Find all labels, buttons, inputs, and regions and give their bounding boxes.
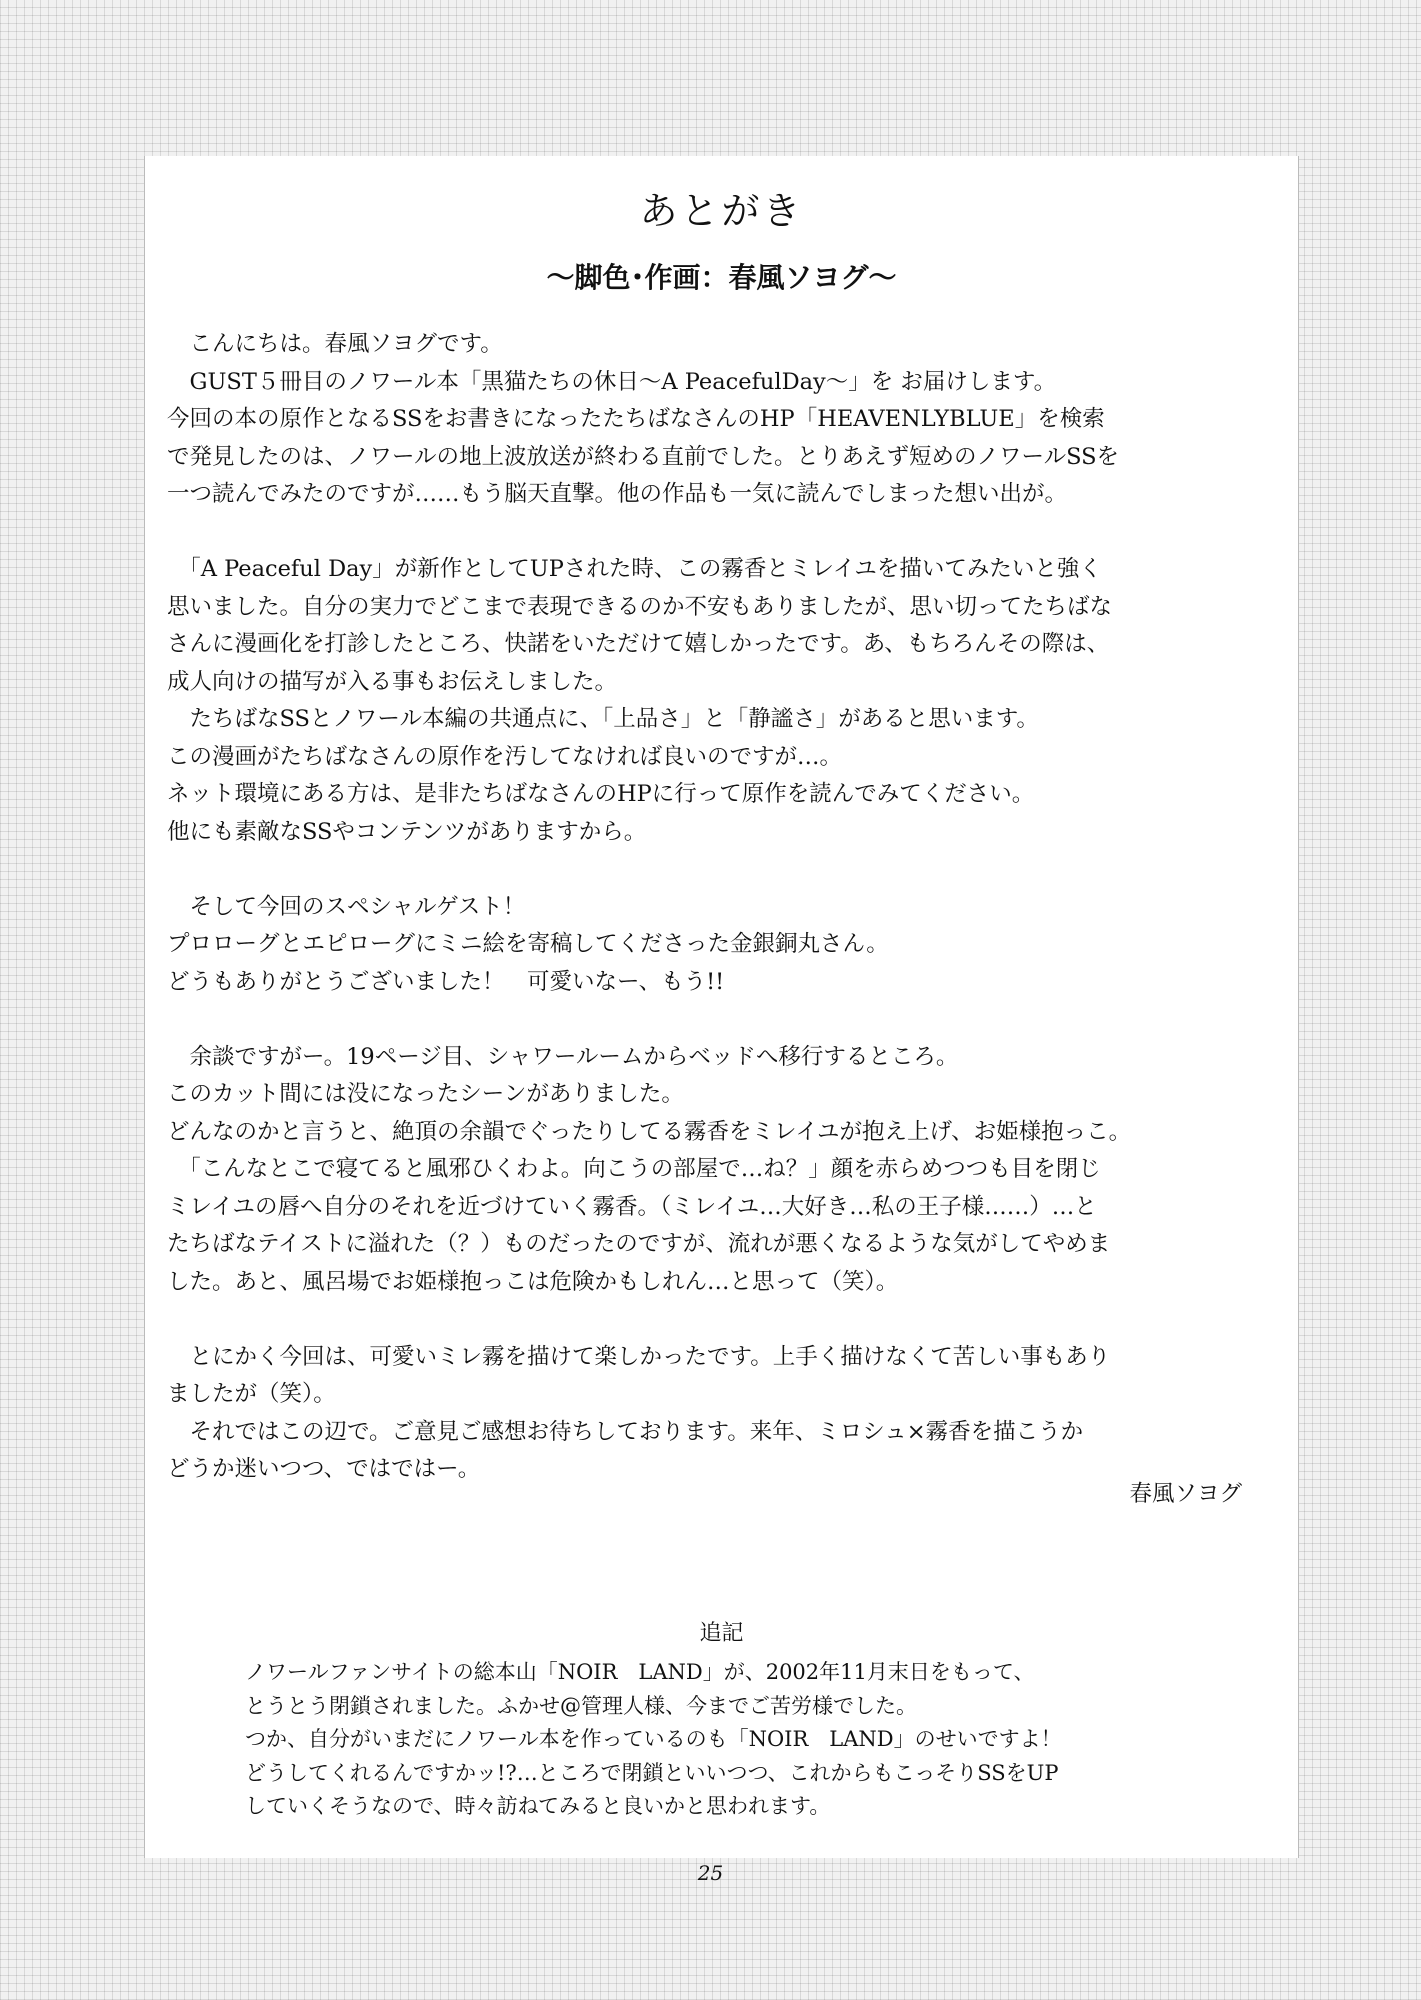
body-line: このカット間には没になったシーンがありました。: [167, 1081, 684, 1107]
body-line: した。あと、風呂場でお姫様抱っこは危険かもしれん…と思って（笑）。: [167, 1268, 899, 1295]
body-line: 成人向けの描写が入る事もお伝えしました。: [167, 668, 618, 695]
body-line: で発見したのは、ノワールの地上波放送が終わる直前でした。とりあえず短めのノワールSSを: [167, 443, 1120, 470]
body-line: たちばなテイストに溢れた（？）ものだったのですが、流れが悪くなるような気がしてやめま: [167, 1231, 1111, 1257]
body-line: どうか迷いつつ、ではではー。: [167, 1456, 481, 1482]
body-line: [167, 1301, 1287, 1339]
body-line: [167, 514, 1287, 552]
body-line: [167, 851, 1287, 889]
page-title: あとがき: [639, 189, 804, 233]
postscript-heading: 追記: [699, 1621, 744, 1646]
postscript-line: とうとう閉鎖されました。ふかせ@管理人様、今までご苦労様でした。: [245, 1693, 917, 1718]
body-line: GUST５冊目のノワール本「黒猫たちの休日〜A PeacefulDay〜」を お届けします。: [167, 368, 1057, 395]
body-line: たちばなSSとノワール本編の共通点に、「上品さ」と「静謐さ」があると思います。: [167, 706, 1039, 732]
body-line: それではこの辺で。ご意見ご感想お待ちしております。来年、ミロシュ×霧香を描こうか: [167, 1418, 1084, 1445]
body-line: ましたが（笑）。: [167, 1381, 336, 1407]
body-line: どんなのかと言うと、絶頂の余韻でぐったりしてる霧香をミレイユが抱え上げ、お姫様抱っこ。: [167, 1118, 1132, 1145]
body-line: さんに漫画化を打診したところ、快諾をいただけて嬉しかったです。あ、もちろんその際は、: [167, 631, 1110, 657]
text-panel: [144, 156, 1299, 1858]
body-line: 「こんなとこで寝てると風邪ひくわよ。向こうの部屋で…ね？」顔を赤らめつつも目を閉じ: [167, 1156, 1101, 1182]
postscript-line: どうしてくれるんですかッ!?…ところで閉鎖といいつつ、これからもこっそりSSをUP: [245, 1760, 1059, 1785]
body-line: ミレイユの唇へ自分のそれを近づけていく霧香。（ミレイユ…大好き…私の王子様……）…と: [167, 1193, 1097, 1220]
body-line: 今回の本の原作となるSSをお書きになったたちばなさんのHP「HEAVENLYBLUE」を検索: [167, 406, 1105, 432]
afterword-body: [167, 326, 1287, 1489]
postscript-line: していくそうなので、時々訪ねてみると良いかと思われます。: [245, 1794, 831, 1818]
postscript-line: つか、自分がいまだにノワール本を作っているのも「NOIR LAND」のせいですよ！: [245, 1727, 1062, 1751]
body-line: そして今回のスペシャルゲスト！: [167, 893, 526, 920]
body-line: プロローグとエピローグにミニ絵を寄稿してくださった金銀銅丸さん。: [167, 931, 889, 957]
postscript-line: ノワールファンサイトの総本山「NOIR LAND」が、2002年11月末日をもって、: [245, 1660, 1035, 1684]
body-line: どうもありがとうございました！ 可愛いなー、もう!!: [167, 968, 725, 995]
body-line: 「A Peaceful Day」が新作としてUPされた時、この霧香とミレイユを描いてみたいと強く: [167, 556, 1102, 582]
author-signature: 春風ソヨグ: [1129, 1481, 1242, 1507]
page-number: 25: [697, 1861, 724, 1885]
body-line: とにかく今回は、可愛いミレ霧を描けて楽しかったです。上手く描けなくて苦しい事もあり: [167, 1343, 1111, 1370]
body-line: 余談ですがー。19ページ目、シャワールームからベッドへ移行するところ。: [167, 1043, 959, 1070]
body-line: [167, 1001, 1287, 1039]
body-line: こんにちは。春風ソヨグです。: [167, 331, 503, 357]
credit-subtitle: 〜脚色･作画：春風ソヨグ〜: [546, 261, 897, 294]
body-line: この漫画がたちばなさんの原作を汚してなければ良いのですが…。: [167, 743, 843, 770]
body-line: 思いました。自分の実力でどこまで表現できるのか不安もありましたが、思い切ってたちばな: [167, 593, 1113, 620]
body-line: 他にも素敵なSSやコンテンツがありますから。: [167, 818, 647, 845]
body-line: 一つ読んでみたのですが……もう脳天直撃。他の作品も一気に読んでしまった想い出が。: [167, 481, 1068, 507]
postscript-body: [245, 1656, 1285, 1824]
body-line: ネット環境にある方は、是非たちばなさんのHPに行って原作を読んでみてください。: [167, 781, 1035, 807]
